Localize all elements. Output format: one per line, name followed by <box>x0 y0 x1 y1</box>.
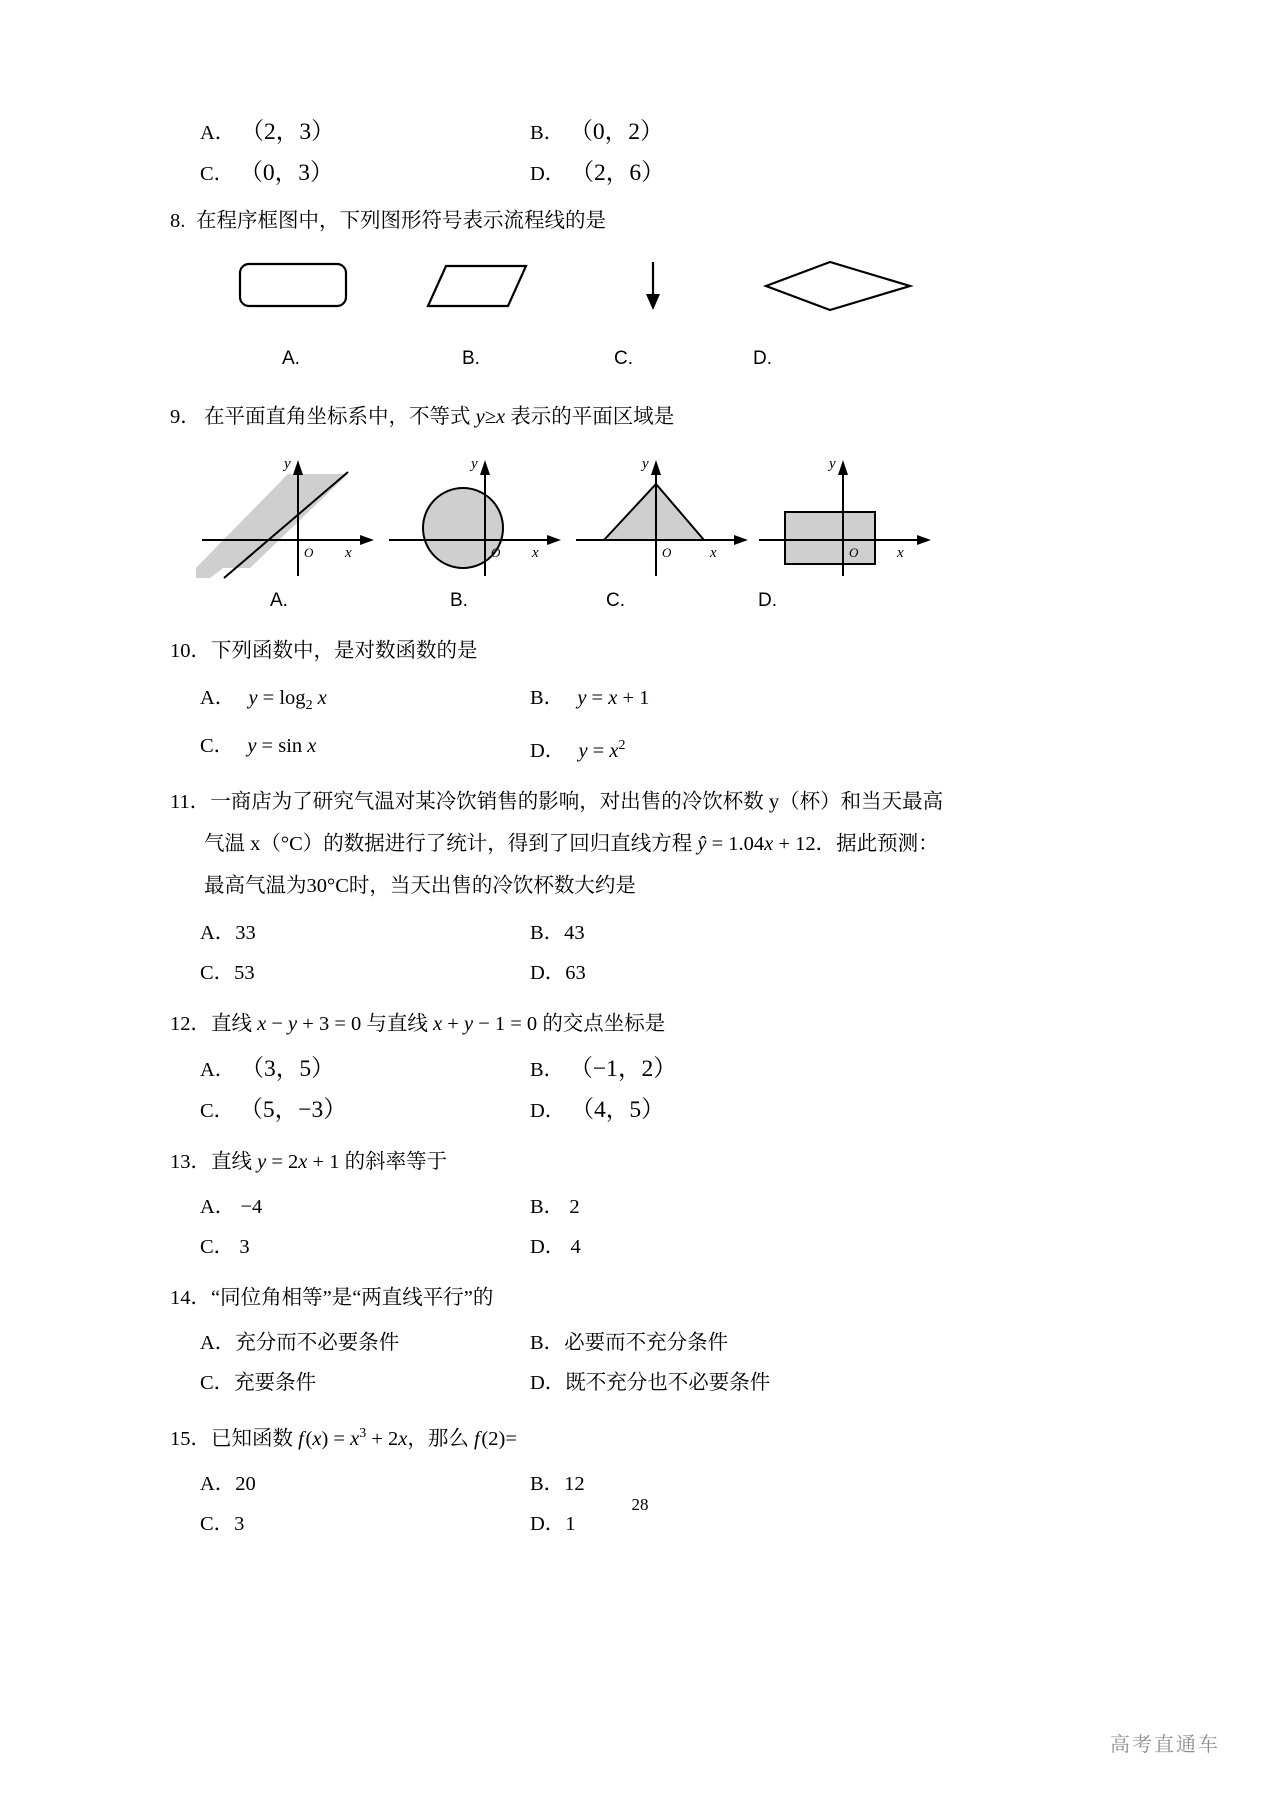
svg-text:x: x <box>345 545 352 561</box>
q12-option-row-cd <box>170 1090 970 1131</box>
q12-stem-post: 的交点坐标是 <box>537 1012 666 1035</box>
q10-option-b-math: y = x + 1 <box>577 687 650 709</box>
q8-label-b: B. <box>462 348 480 369</box>
q7-option-a-label: A． <box>200 122 236 144</box>
q7-option-d-value: （2，6） <box>570 160 665 186</box>
svg-text:O: O <box>849 545 859 560</box>
q12-option-a <box>170 1049 530 1090</box>
q7-option-c-label: C． <box>200 163 235 185</box>
q7-option-c <box>170 153 530 194</box>
q11-option-a: A．33 <box>200 921 256 944</box>
q14-option-b: B．必要而不充分条件 <box>530 1331 729 1354</box>
q12-option-c-label: C． <box>200 1099 235 1122</box>
graph-disk <box>375 450 560 580</box>
q15-stem-post: = <box>505 1427 517 1450</box>
q9-label-a: A. <box>270 590 288 611</box>
q10-number: 10． <box>170 640 211 662</box>
q12-option-d-value: （4，5） <box>570 1096 665 1123</box>
q12-stem-mid: 与直线 <box>361 1012 434 1035</box>
page-content <box>170 112 970 1544</box>
graph-half-plane-above-line <box>188 450 373 580</box>
svg-text:y: y <box>642 456 649 472</box>
q13-option-b-label: B． <box>530 1195 565 1218</box>
q14-option-c: C．充要条件 <box>200 1371 317 1394</box>
q12-option-c <box>170 1090 530 1131</box>
q12-stem-pre: 直线 <box>211 1012 258 1035</box>
q14-stem <box>170 1277 970 1319</box>
q13-option-c <box>170 1227 530 1267</box>
q7-option-d <box>530 153 890 194</box>
q10-option-c <box>170 726 530 771</box>
q9-label-d: D. <box>758 590 777 611</box>
q7-option-a <box>170 112 530 153</box>
q15-option-a: A．20 <box>200 1472 256 1495</box>
q9-stem-part2: 表示的平面区域是 <box>505 406 675 428</box>
q7-option-row-cd <box>170 153 970 194</box>
svg-text:x: x <box>710 545 717 561</box>
flowchart-diamond-icon <box>750 256 900 318</box>
q11-line2-eq: ŷ = 1.04x + 12 <box>697 832 816 855</box>
q11-line3: 最高气温为30°C时，当天出售的冷饮杯数大约是 <box>204 874 636 897</box>
q8-label-c: C. <box>614 348 633 369</box>
q12-option-b-label: B． <box>530 1058 565 1081</box>
q12-option-row-ab <box>170 1049 970 1090</box>
graph-triangle <box>562 450 747 580</box>
q11-number: 11． <box>170 790 211 813</box>
q7-option-c-value: （0，3） <box>239 160 334 186</box>
q10-option-b-label: B． <box>530 687 565 709</box>
svg-text:y: y <box>829 456 836 472</box>
q12-option-d-label: D． <box>530 1099 566 1122</box>
q10-stem-text: 下列函数中，是对数函数的是 <box>211 640 478 662</box>
q10-option-row-ab <box>170 678 970 726</box>
svg-text:y: y <box>284 456 291 472</box>
q15-option-d: D．1 <box>530 1512 576 1535</box>
q8-stem-text: 在程序框图中，下列图形符号表示流程线的是 <box>196 210 606 232</box>
q13-option-a <box>170 1187 530 1227</box>
q14-number: 14． <box>170 1286 211 1309</box>
q15-eq2: f (2) <box>474 1427 506 1450</box>
q9-stem-math: y≥x <box>475 406 506 428</box>
q13-option-b <box>530 1187 890 1227</box>
q15-eq: f $(x) = x^3 + 2x$ <box>298 1425 408 1450</box>
q8-stem <box>170 200 970 242</box>
q11-stem-line3 <box>170 865 970 907</box>
flowchart-rounded-rectangle-icon <box>218 256 368 318</box>
svg-text:O: O <box>662 545 672 560</box>
svg-text:y: y <box>471 456 478 472</box>
q10-option-a-label: A． <box>200 687 236 709</box>
q14-option-a: A．充分而不必要条件 <box>200 1331 400 1354</box>
q13-stem-pre: 直线 <box>211 1150 258 1173</box>
q11-option-b: B．43 <box>530 921 585 944</box>
q15-stem-mid: ，那么 <box>407 1427 474 1450</box>
q13-stem-post: 的斜率等于 <box>339 1150 448 1173</box>
q10-option-d-math: $y = x^2$ <box>578 738 626 762</box>
q9-label-c: C. <box>606 590 625 611</box>
q15-number: 15． <box>170 1427 211 1450</box>
q13-option-d <box>530 1227 890 1267</box>
q14-option-d: D．既不充分也不必要条件 <box>530 1371 771 1394</box>
flowchart-down-arrow-icon <box>578 256 728 318</box>
q11-option-row-cd <box>170 953 970 993</box>
q11-line2-post: ．据此预测： <box>815 832 939 855</box>
q7-option-b-value: （0，2） <box>569 119 664 145</box>
q11-stem-line2 <box>170 823 970 865</box>
q11-option-c: C．53 <box>200 961 255 984</box>
q13-option-row-ab <box>170 1187 970 1227</box>
q14-stem-text: “同位角相等”是“两直线平行”的 <box>211 1286 494 1309</box>
q11-line1: 一商店为了研究气温对某冷饮销售的影响，对出售的冷饮杯数 y（杯）和当天最高 <box>210 790 944 813</box>
q10-option-d-label: D． <box>530 739 566 762</box>
q9-stem <box>170 396 970 438</box>
q14-option-row-cd <box>170 1363 970 1403</box>
q13-number: 13． <box>170 1150 211 1173</box>
q10-stem <box>170 630 970 672</box>
q12-eq1: x − y + 3 = 0 <box>257 1012 362 1035</box>
q8-number: 8. <box>170 210 186 232</box>
q7-option-b <box>530 112 890 153</box>
q15-option-c: C．3 <box>200 1512 245 1535</box>
q13-stem <box>170 1141 970 1183</box>
q13-option-row-cd <box>170 1227 970 1267</box>
page-number: 28 <box>631 1495 649 1514</box>
q12-stem <box>170 1003 970 1045</box>
q12-option-b-value: （−1，2） <box>569 1055 677 1082</box>
q8-label-d: D. <box>753 348 772 369</box>
q7-option-row-ab <box>170 112 970 153</box>
q12-option-a-value: （3，5） <box>240 1055 335 1082</box>
q15-option-b: B．12 <box>530 1472 585 1495</box>
q10-option-b <box>530 678 890 726</box>
q15-stem-pre: 已知函数 <box>211 1427 299 1450</box>
q13-option-d-label: D． <box>530 1235 566 1258</box>
q7-option-d-label: D． <box>530 163 566 185</box>
graph-rectangle <box>745 450 930 580</box>
q10-option-row-cd <box>170 726 970 771</box>
q8-label-a: A. <box>282 348 300 369</box>
q12-number: 12． <box>170 1012 211 1035</box>
q8-symbol-labels <box>170 348 970 378</box>
q12-eq2: x + y − 1 = 0 <box>433 1012 538 1035</box>
q11-option-row-ab <box>170 913 970 953</box>
q13-option-c-value: 3 <box>239 1235 250 1258</box>
q9-graph-labels <box>170 590 970 624</box>
q10-option-c-math: y = sin x <box>247 735 317 758</box>
q10-option-d <box>530 726 890 771</box>
q11-line2-pre: 气温 x（°C）的数据进行了统计，得到了回归直线方程 <box>204 832 698 855</box>
q8-symbol-row <box>170 256 970 348</box>
q13-option-c-label: C． <box>200 1235 235 1258</box>
q12-option-b <box>530 1049 890 1090</box>
q9-stem-part1: 在平面直角坐标系中，不等式 <box>204 406 476 428</box>
q13-option-d-value: 4 <box>570 1235 581 1258</box>
q10-option-a-math: $y = \log_2 x$ <box>248 687 327 714</box>
q11-option-d: D．63 <box>530 961 586 984</box>
q14-option-row-ab <box>170 1323 970 1363</box>
svg-text:O: O <box>304 545 314 560</box>
flowchart-parallelogram-icon <box>398 256 548 318</box>
q13-option-a-label: A． <box>200 1195 236 1218</box>
q10-option-c-label: C． <box>200 735 235 758</box>
q11-stem-line1 <box>170 781 970 823</box>
q12-option-a-label: A． <box>200 1058 236 1081</box>
q15-stem <box>170 1413 970 1460</box>
q7-option-a-value: （2，3） <box>240 119 335 145</box>
q13-eq: y = 2x + 1 <box>257 1150 340 1173</box>
q12-option-d <box>530 1090 890 1131</box>
q9-number: 9． <box>170 406 201 428</box>
watermark: 高考直通车 <box>1110 1732 1220 1756</box>
svg-text:x: x <box>532 545 539 561</box>
q13-option-a-value: −4 <box>240 1195 263 1218</box>
q9-graph-row <box>170 450 970 590</box>
svg-text:O: O <box>491 545 501 560</box>
q12-option-c-value: （5，−3） <box>239 1096 347 1123</box>
svg-text:x: x <box>897 545 904 561</box>
q13-option-b-value: 2 <box>569 1195 580 1218</box>
q9-label-b: B. <box>450 590 468 611</box>
q7-option-b-label: B． <box>530 122 565 144</box>
q10-option-a <box>170 678 530 726</box>
